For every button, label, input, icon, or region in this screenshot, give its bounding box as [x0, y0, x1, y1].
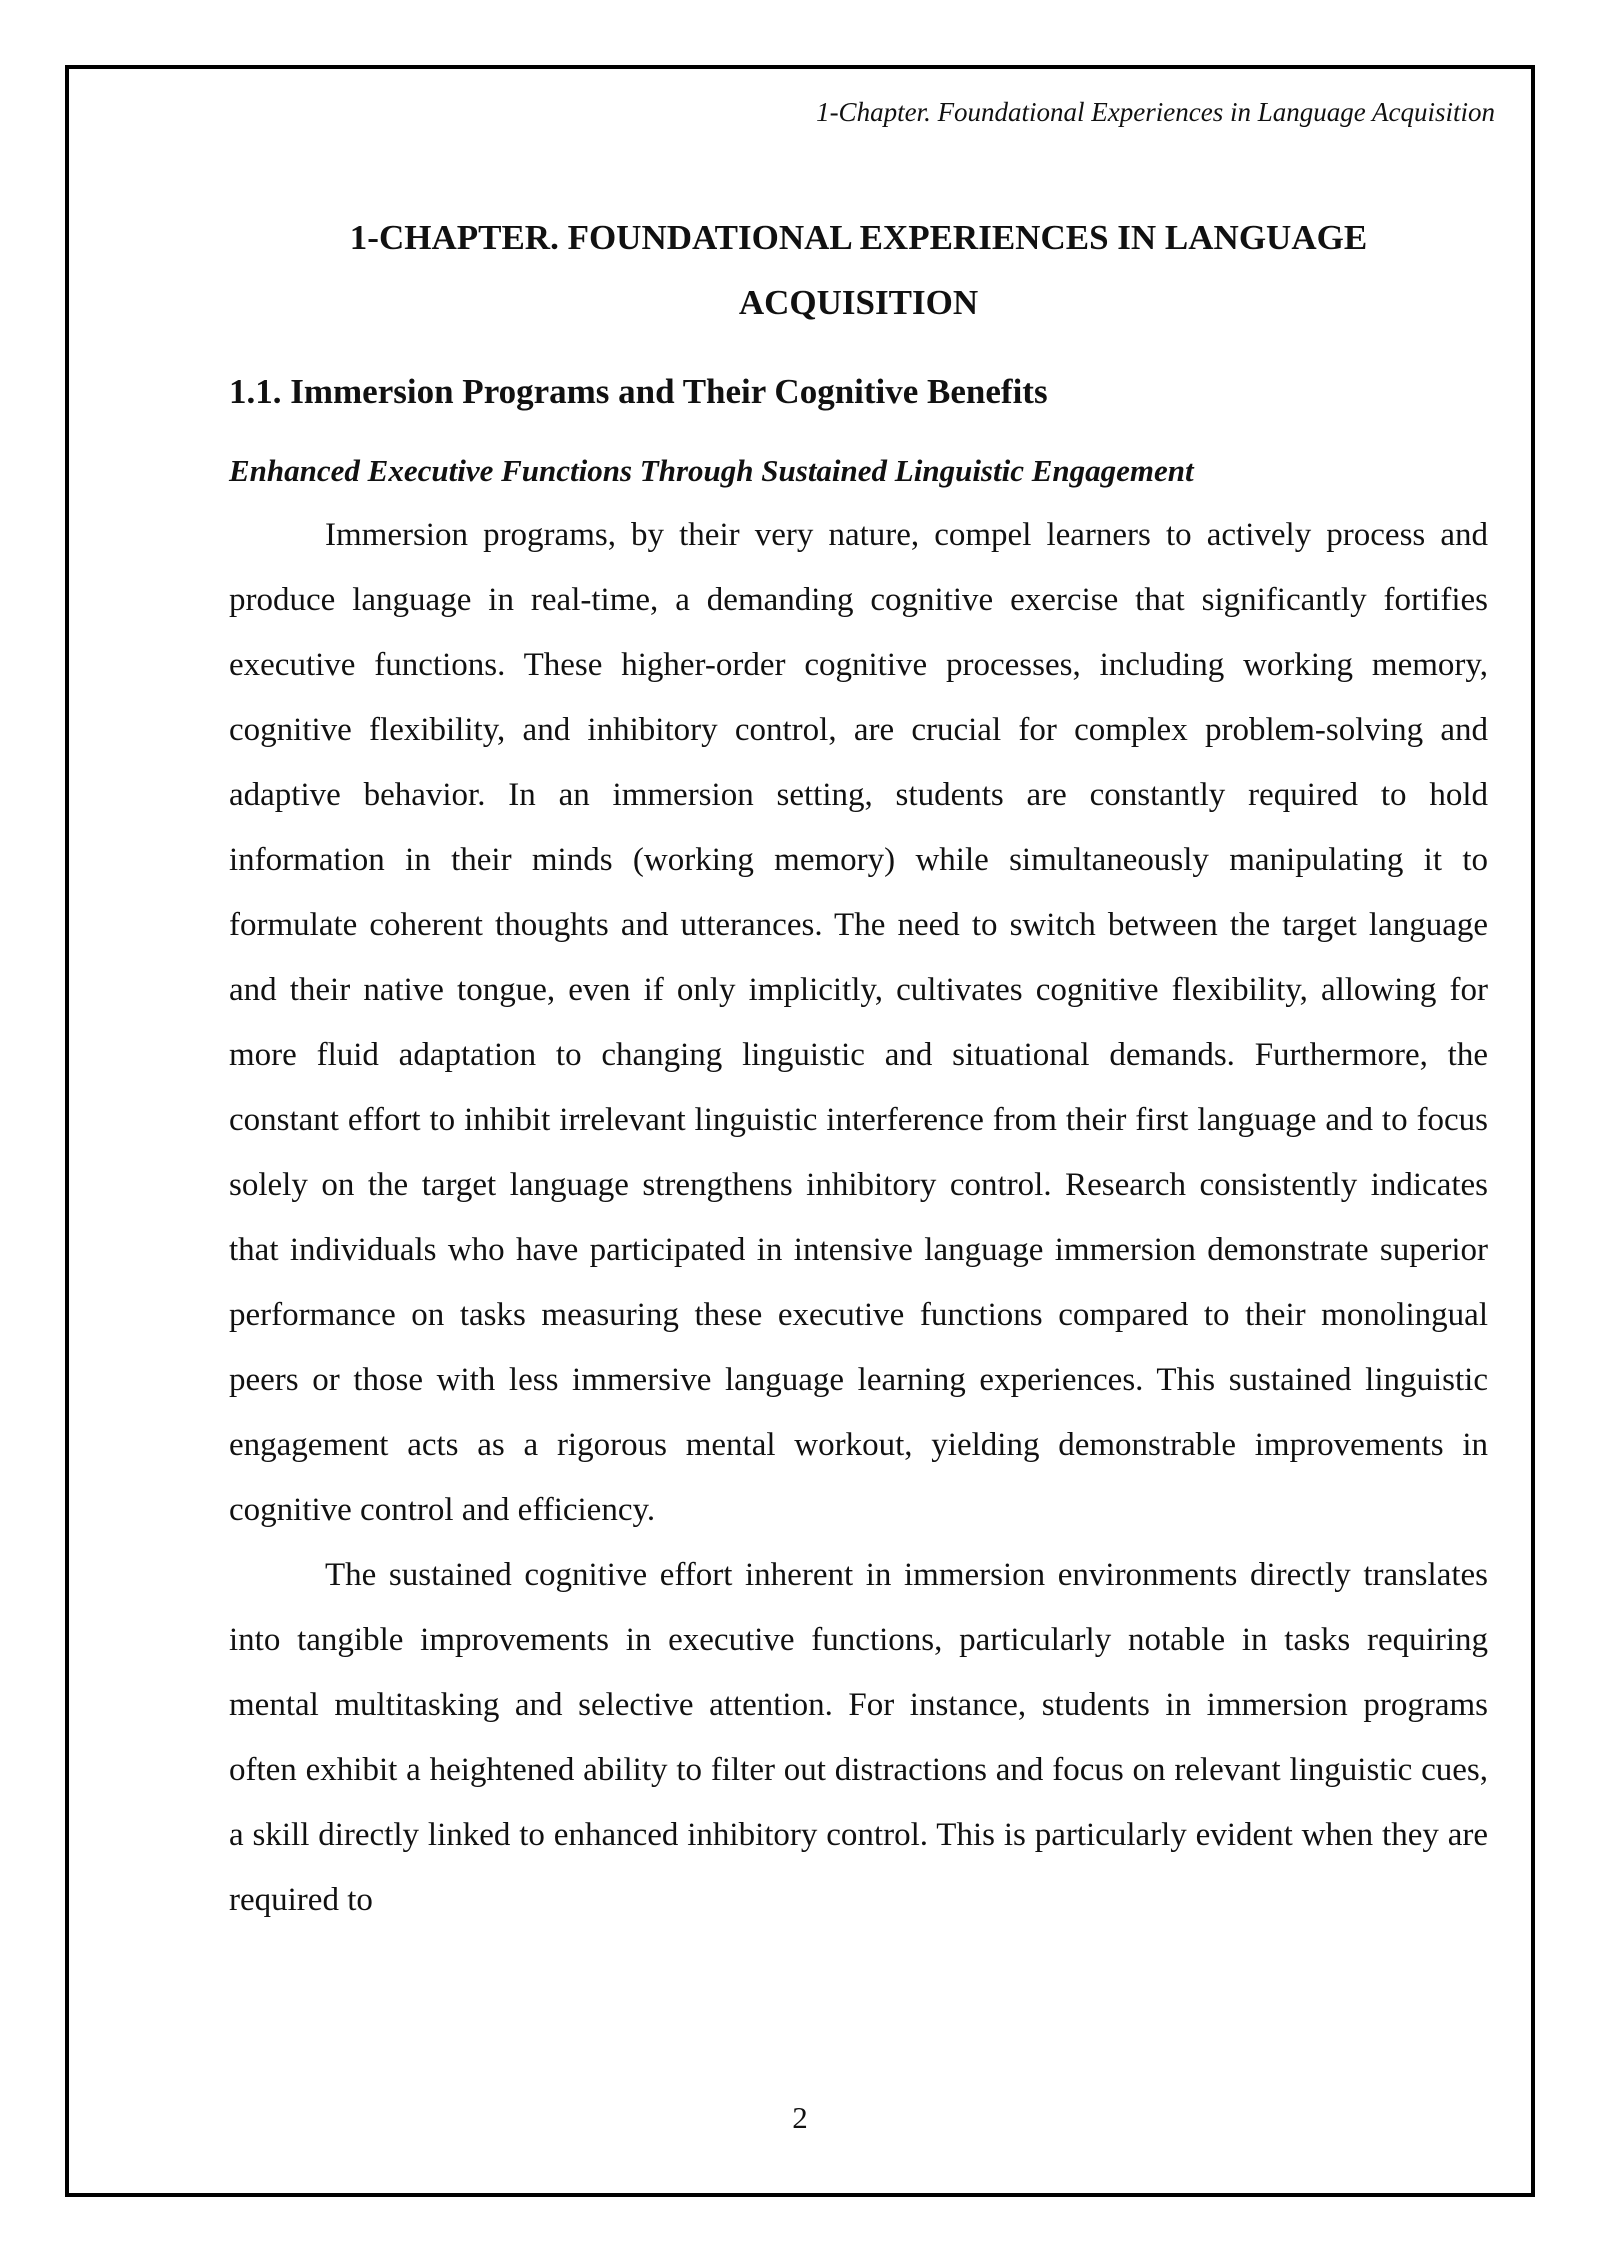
page-number: 2: [792, 2100, 808, 2135]
subsection-heading: Enhanced Executive Functions Through Sustained Linguistic Engagement: [229, 453, 1194, 488]
page-content: [229, 205, 1488, 1933]
body-paragraph: Immersion programs, by their very nature, compel learners to actively process and produce language in real-time, a demanding cognitive exercise that significantly fortifies executive functions. These higher-order cognitive processes, including working memory, cognitive flexibility, and inhibitory control, are crucial for complex problem-solving and adaptive behavior. In an immersion setting, students are constantly required to hold information in their minds (working memory) while simultaneously manipulating it to formulate coherent thoughts and utterances. The need to switch between the target language and their native tongue, even if only implicitly, cultivates cognitive flexibility, allowing for more fluid adaptation to changing linguistic and situational demands. Furthermore, the constant effort to inhibit irrelevant linguistic interference from their first language and to focus solely on the target language strengthens inhibitory control. Research consistently indicates that individuals who have participated in intensive language immersion demonstrate superior performance on tasks measuring these executive functions compared to their monolingual peers or those with less immersive language learning experiences. This sustained linguistic engagement acts as a rigorous mental workout, yielding demonstrable improvements in cognitive control and efficiency.: [229, 517, 1488, 1528]
body-paragraph: The sustained cognitive effort inherent in immersion environments directly translates into tangible improvements in executive functions, particularly notable in tasks requiring mental multitasking and selective attention. For instance, students in immersion programs often exhibit a heightened ability to filter out distractions and focus on relevant linguistic cues, a skill directly linked to enhanced inhibitory control. This is particularly evident when they are required to: [229, 1557, 1488, 1918]
chapter-title: 1-CHAPTER. FOUNDATIONAL EXPERIENCES IN LANGUAGE ACQUISITION: [349, 218, 1368, 322]
running-header: 1-Chapter. Foundational Experiences in Language Acquisition: [816, 97, 1495, 127]
section-heading: 1.1. Immersion Programs and Their Cognitive Benefits: [229, 372, 1048, 411]
